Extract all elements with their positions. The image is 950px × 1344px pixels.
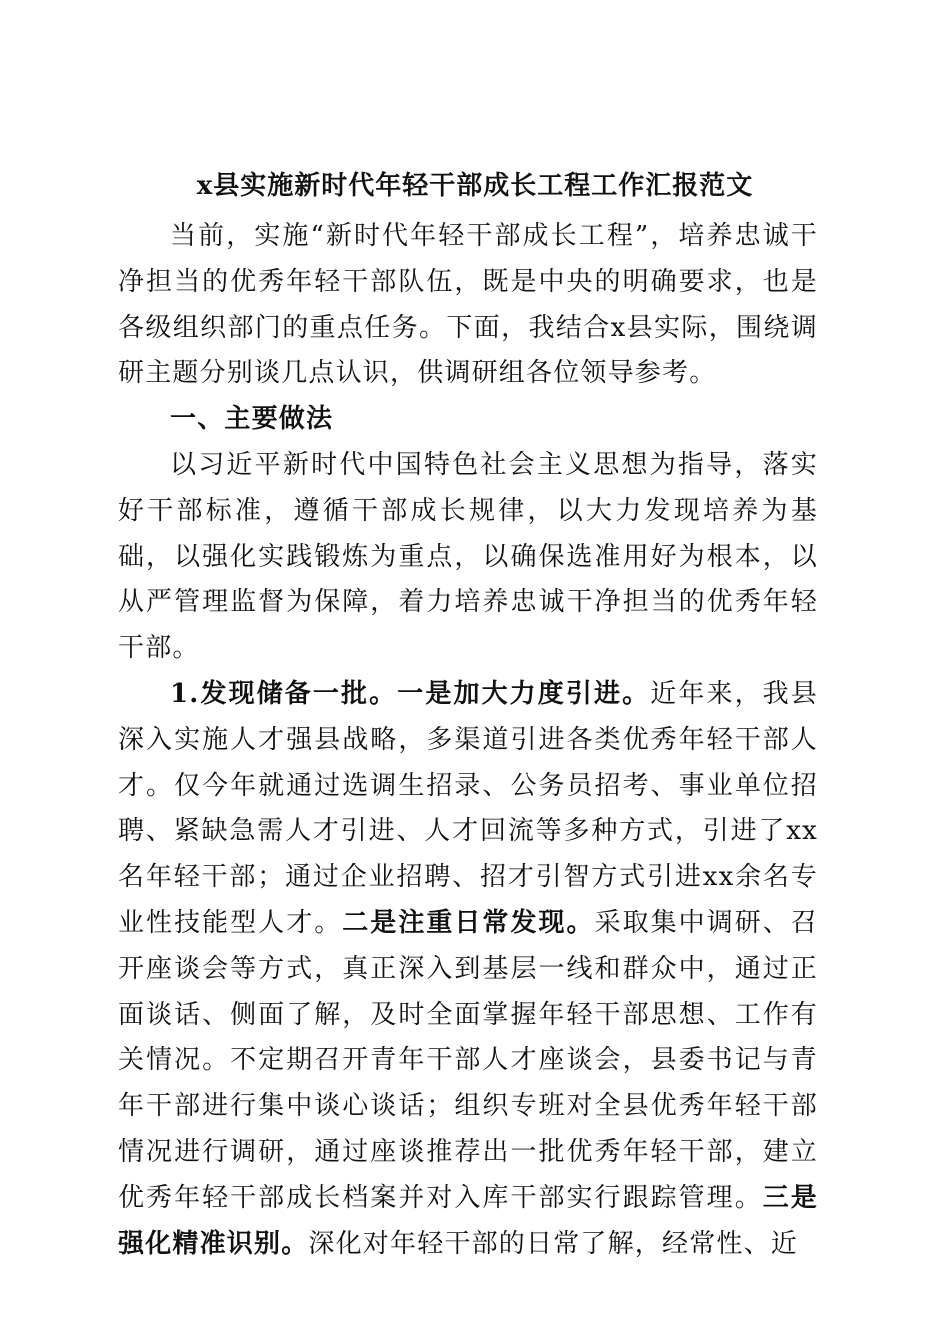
item-1-point-3-text: 深化对年轻干部的日常了解，经常性、近: [308, 1228, 799, 1259]
item-1-lead: 1.发现储备一批。: [170, 678, 398, 709]
guiding-paragraph: 以习近平新时代中国特色社会主义思想为指导，落实好干部标准，遵循干部成长规律，以大力发现培养为基础，以强化实践锻炼为重点，以确保选准用好为根本，以从严管理监督为保障，着力培养忠诚干净担当的优秀年轻干部。: [118, 449, 818, 664]
item-1-paragraph: [118, 672, 818, 1267]
intro-paragraph: 当前，实施“新时代年轻干部成长工程”，培养忠诚干净担当的优秀年轻干部队伍，既是中央的明确要求，也是各级组织部门的重点任务。下面，我结合x县实际，围绕调研主题分别谈几点认识，供调研组各位领导参考。: [118, 221, 818, 389]
document-title: x县实施新时代年轻干部成长工程工作汇报范文: [196, 171, 754, 201]
item-1-point-1-heading: 一是加大力度引进。: [397, 678, 651, 709]
item-1-point-2-text: 采取集中调研、召开座谈会等方式，真正深入到基层一线和群众中，通过正面谈话、侧面了解，及时全面掌握年轻干部思想、工作有关情况。不定期召开青年干部人才座谈会，县委书记与青年干部进行集中谈心谈话；组织专班对全县优秀年轻干部情况进行调研，通过座谈推荐出一批优秀年轻干部，建立优秀年轻干部成长档案并对入库干部实行跟踪管理。: [118, 907, 818, 1213]
item-1-point-2-heading: 二是注重日常发现。: [342, 907, 595, 938]
item-1-point-1-text: 近年来，我县深入实施人才强县战略，多渠道引进各类优秀年轻干部人才。仅今年就通过选调生招录、公务员招考、事业单位招聘、紧缺急需人才引进、人才回流等多种方式，引进了xx名年轻干部；通过企业招聘、招才引智方式引进xx余名专业性技能型人才。: [118, 678, 818, 938]
item-1-point-3-heading: 三是强化精准识别。: [118, 1182, 818, 1259]
document-body: [118, 214, 818, 1267]
section-heading-main-practices: 一、主要做法: [170, 404, 334, 435]
